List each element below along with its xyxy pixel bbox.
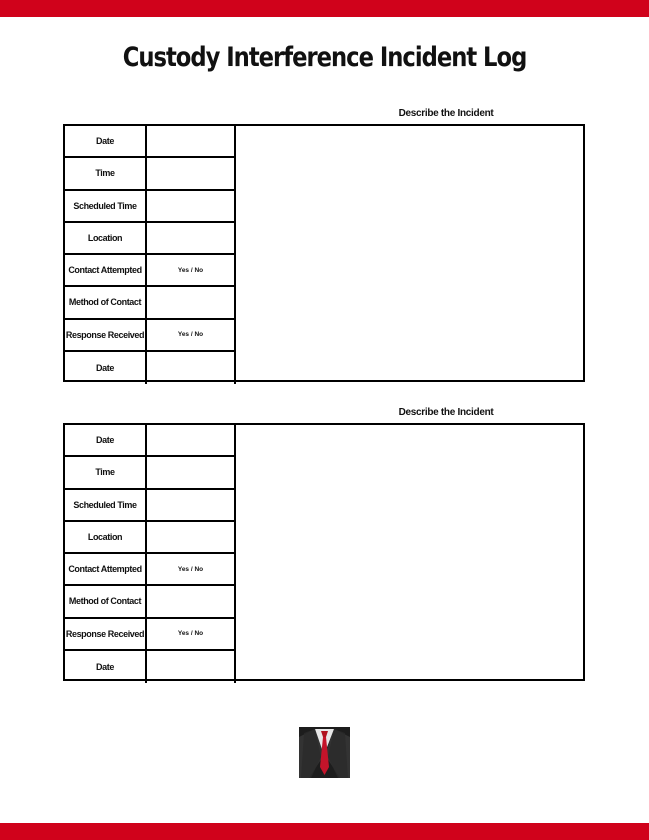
field-label: Date — [65, 126, 147, 156]
table-row — [65, 320, 236, 352]
top-accent-bar — [0, 0, 649, 17]
field-value[interactable]: Yes / No — [147, 619, 236, 649]
field-label: Date — [65, 651, 147, 683]
table-row — [65, 425, 236, 457]
field-label: Date — [65, 425, 147, 455]
field-value[interactable] — [147, 126, 236, 156]
describe-incident-label: Describe the Incident — [398, 407, 494, 418]
table-row — [65, 126, 236, 158]
field-value[interactable]: Yes / No — [147, 255, 236, 285]
describe-incident-area[interactable] — [236, 126, 583, 380]
field-value[interactable] — [147, 651, 236, 683]
table-row — [65, 522, 236, 554]
field-value[interactable] — [147, 223, 236, 253]
field-label: Date — [65, 352, 147, 384]
page-title: Custody Interference Incident Log — [122, 42, 527, 73]
field-value[interactable] — [147, 457, 236, 487]
field-label: Response Received — [65, 619, 147, 649]
field-value[interactable] — [147, 490, 236, 520]
table-row — [65, 158, 236, 190]
field-value[interactable]: Yes / No — [147, 320, 236, 350]
field-label: Response Received — [65, 320, 147, 350]
field-label: Method of Contact — [65, 586, 147, 616]
field-label: Scheduled Time — [65, 191, 147, 221]
table-row — [65, 255, 236, 287]
describe-incident-area[interactable] — [236, 425, 583, 679]
table-row — [65, 651, 236, 683]
bottom-accent-bar — [0, 823, 649, 840]
field-value[interactable] — [147, 522, 236, 552]
field-value[interactable] — [147, 191, 236, 221]
field-value[interactable]: Yes / No — [147, 554, 236, 584]
field-value[interactable] — [147, 287, 236, 317]
describe-incident-label: Describe the Incident — [398, 108, 494, 119]
table-row — [65, 619, 236, 651]
table-row — [65, 223, 236, 255]
field-label: Contact Attempted — [65, 554, 147, 584]
incident-table — [63, 423, 585, 681]
incident-table — [63, 124, 585, 382]
field-value[interactable] — [147, 586, 236, 616]
suit-and-tie-icon — [299, 727, 350, 778]
field-value[interactable] — [147, 425, 236, 455]
field-label: Scheduled Time — [65, 490, 147, 520]
table-row — [65, 352, 236, 384]
table-row — [65, 490, 236, 522]
table-row — [65, 457, 236, 489]
table-row — [65, 287, 236, 319]
field-label: Method of Contact — [65, 287, 147, 317]
field-label: Location — [65, 223, 147, 253]
table-row — [65, 191, 236, 223]
table-row — [65, 586, 236, 618]
field-value[interactable] — [147, 158, 236, 188]
table-row — [65, 554, 236, 586]
field-label: Time — [65, 457, 147, 487]
field-label: Time — [65, 158, 147, 188]
field-label: Contact Attempted — [65, 255, 147, 285]
field-value[interactable] — [147, 352, 236, 384]
field-label: Location — [65, 522, 147, 552]
